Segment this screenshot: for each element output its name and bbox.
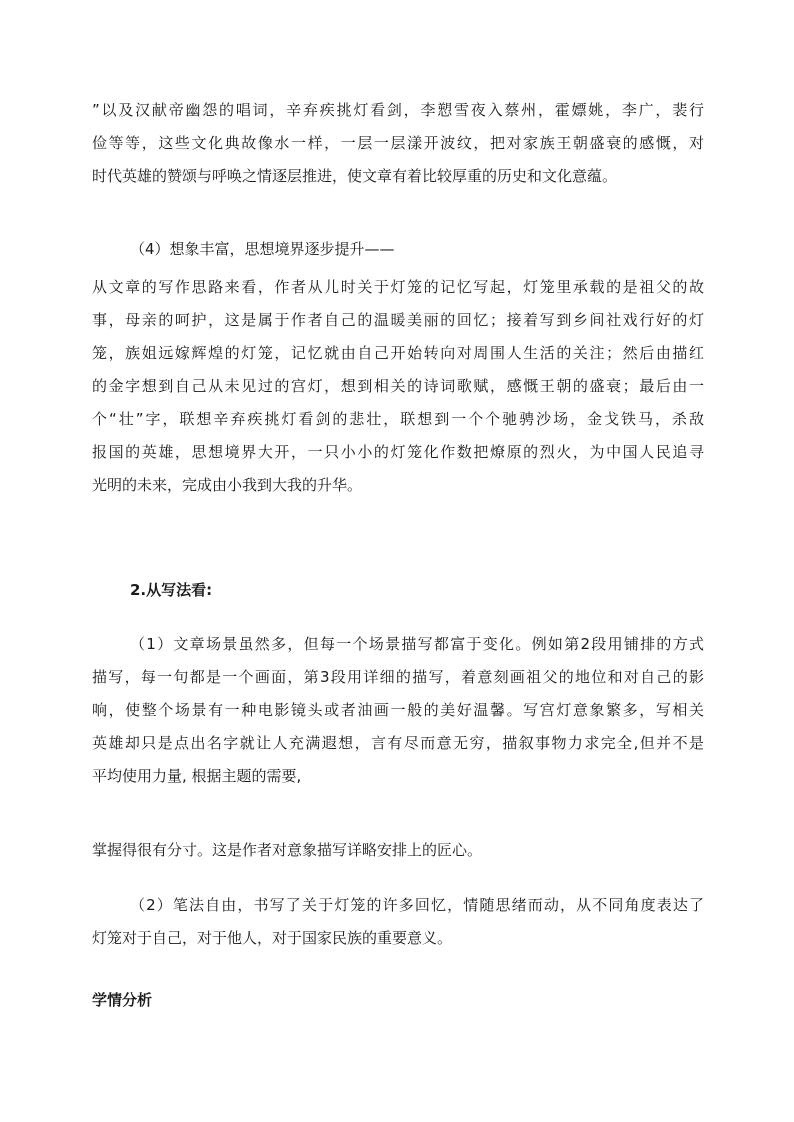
text-line: 掌握得很有分寸。这是作者对意象描写详略安排上的匠心。 xyxy=(92,841,483,859)
section-heading: 学情分析 xyxy=(92,991,153,1009)
paragraph-point-1-continuation xyxy=(92,834,704,867)
text-line: 描写，每一句都是一个画面，第3段用详细的描写，着意刻画祖父的地位和对自己的影 xyxy=(92,668,704,686)
text-line: 英雄却只是点出名字就让人充满遐想，言有尽而意无穷，描叙事物力求完全,但并不是 xyxy=(92,734,704,752)
section-heading: 2.从写法看: xyxy=(130,581,213,599)
text-line: 事，母亲的呵护，这是属于作者自己的温暖美丽的回忆；接着写到乡间社戏行好的灯 xyxy=(92,311,704,329)
text-line: ”以及汉献帝幽怨的唱词，辛弃疾挑灯看剑，李愬雪夜入蔡州，霍嫖姚，李广，裴行 xyxy=(92,101,704,119)
paragraph-cultural-allusions xyxy=(92,94,704,193)
text-line: （2）笔法自由，书写了关于灯笼的许多回忆，情随思绪而动，从不同角度表达了 xyxy=(130,896,704,914)
text-line: 平均使用力量, 根据主题的需要, xyxy=(92,767,302,785)
text-line: 报国的英雄，思想境界大开，一只小小的灯笼化作数把燎原的烈火，为中国人民追寻 xyxy=(92,443,704,461)
section-heading-writing-style xyxy=(92,574,704,607)
text-line: 光明的未来，完成由小我到大我的升华。 xyxy=(92,476,363,494)
section-heading-learning-analysis xyxy=(92,984,704,1017)
paragraph-point-1 xyxy=(92,628,704,793)
text-line: 的金字想到自己从未见过的宫灯，想到相关的诗词歌赋，感慨王朝的盛衰；最后由一 xyxy=(92,377,704,395)
text-line: 响，使整个场景有一种电影镜头或者油画一般的美好温馨。写宫灯意象繁多，写相关 xyxy=(92,701,704,719)
text-line: 时代英雄的赞颂与呼唤之情逐层推进，使文章有着比较厚重的历史和文化意蕴。 xyxy=(92,167,618,185)
paragraph-point-2 xyxy=(92,889,704,955)
text-line: 灯笼对于自己，对于他人，对于国家民族的重要意义。 xyxy=(92,929,453,947)
text-line: 笼，族姐远嫁辉煌的灯笼，记忆就由自己开始转向对周围人生活的关注；然后由描红 xyxy=(92,344,704,362)
point-4-title xyxy=(92,233,704,266)
text-line: 个“壮”字，联想辛弃疾挑灯看剑的悲壮，联想到一个个驰骋沙场，金戈铁马，杀敌 xyxy=(92,410,704,428)
text-line: 从文章的写作思路来看，作者从儿时关于灯笼的记忆写起，灯笼里承载的是祖父的故 xyxy=(92,278,704,296)
point-title: （4）想象丰富，思想境界逐步提升—— xyxy=(130,240,395,258)
text-line: 俭等等，这些文化典故像水一样，一层一层漾开波纹，把对家族王朝盛衰的感慨，对 xyxy=(92,134,704,152)
text-line: （1）文章场景虽然多，但每一个场景描写都富于变化。例如第2段用铺排的方式 xyxy=(130,635,704,653)
paragraph-point-4 xyxy=(92,271,704,502)
